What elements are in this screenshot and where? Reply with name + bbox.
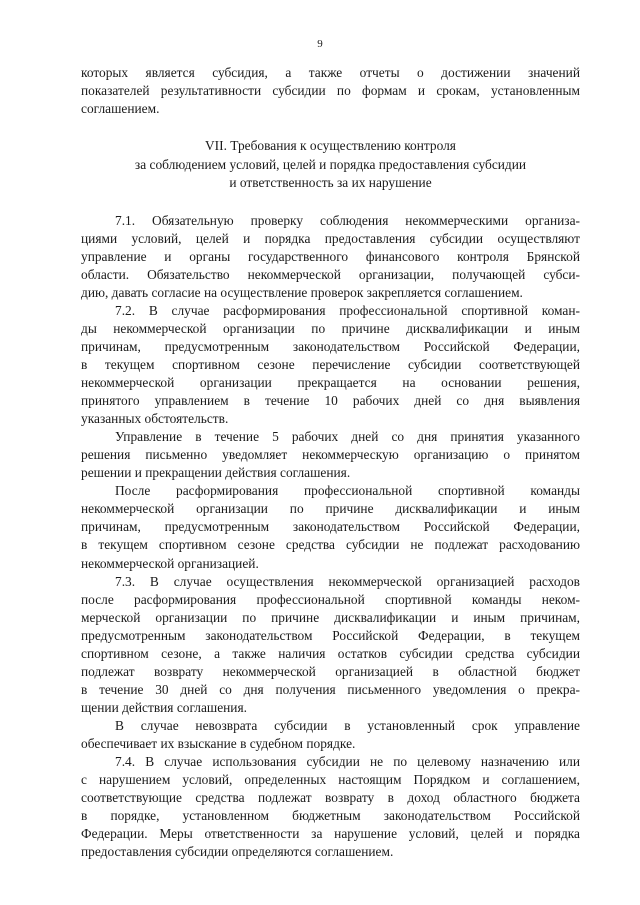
paragraph-7-4 — [81, 753, 580, 861]
text-line: спортивном сезоне, а также наличия остатков субсидии средства субсидии — [81, 645, 580, 661]
paragraph-7-2 — [81, 302, 580, 428]
text-line: причинам, предусмотренным законодательством Российской Федерации, — [81, 338, 580, 354]
intro-paragraph — [81, 64, 580, 118]
text-line: некоммерческой организацией. — [81, 555, 259, 571]
paragraph-list — [81, 212, 580, 862]
text-line: После расформирования профессиональной спортивной команды — [115, 483, 580, 499]
text-line: в порядке, установленном бюджетным законодательством Российской — [81, 808, 580, 824]
text-line: некоммерческой организации по причине дисквалификации и иным — [81, 501, 580, 517]
text-line: 7.1. Обязательную проверку соблюдения некоммерческими организа- — [115, 212, 580, 228]
text-line: Федерации. Меры ответственности за нарушение условий, целей и порядка — [81, 826, 580, 842]
text-line: 7.2. В случае расформирования профессиональной спортивной коман- — [115, 302, 580, 318]
text-line: принятого управлением в течение 10 рабочих дней со дня выявления — [81, 393, 580, 409]
text-line: ды некоммерческой организации по причине дисквалификации и иным — [81, 320, 580, 336]
text-line: обеспечивает их взыскание в судебном порядке. — [81, 736, 356, 751]
text-line: предусмотренным законодательством Российской Федерации, в текущем — [81, 627, 580, 643]
paragraph-7-1 — [81, 212, 580, 302]
paragraph-7-3 — [81, 573, 580, 717]
text-line: в текущем спортивном сезоне средства субсидии не подлежат расходованию — [81, 537, 580, 553]
text-line: соглашением. — [81, 101, 160, 117]
paragraph-7-3-b — [81, 717, 580, 753]
text-line: показателей результативности субсидии по формам и срокам, установленным — [81, 83, 580, 99]
paragraph-7-2-b — [81, 428, 580, 482]
paragraph-7-2-c — [81, 482, 580, 572]
text-line: указанных обстоятельств. — [81, 411, 229, 427]
text-line: В случае невозврата субсидии в установленный срок управление — [115, 717, 580, 733]
text-line: в текущем спортивном сезоне перечисление субсидии соответствующей — [81, 357, 580, 373]
text-line: с нарушением условий, определенных настоящим Порядком и соглашением, — [81, 772, 580, 788]
text-line: которых является субсидия, а также отчеты о достижении значений — [81, 65, 580, 80]
text-line: области. Обязательство некоммерческой организации, получающей субси- — [81, 266, 580, 282]
page-number: 9 — [317, 38, 323, 50]
text-line: причинам, предусмотренным законодательством Российской Федерации, — [81, 519, 580, 535]
text-line: решении и прекращении действия соглашения. — [81, 465, 351, 481]
text-line: предоставления субсидии определяются соглашением. — [81, 844, 394, 860]
heading-line: за соблюдением условий, целей и порядка предоставления субсидии — [134, 156, 527, 172]
heading-line: и ответственность за их нарушение — [229, 175, 432, 191]
text-line: дию, давать согласие на осуществление проверок закрепляется соглашением. — [81, 284, 523, 300]
heading-line: VII. Требования к осуществлению контроля — [205, 138, 456, 154]
text-line: щении действия соглашения. — [81, 699, 247, 715]
text-line: Управление в течение 5 рабочих дней со дня принятия указанного — [115, 429, 580, 445]
text-line: циями условий, целей и порядка предоставления субсидии осуществляют — [81, 230, 580, 246]
section-heading — [81, 137, 580, 193]
text-line: соответствующие средства подлежат возврату в доход областного бюджета — [81, 790, 580, 806]
document-body — [81, 64, 580, 861]
text-line: после расформирования профессиональной спортивной команды неком- — [81, 591, 580, 607]
text-line: 7.4. В случае использования субсидии не по целевому назначению или — [115, 754, 580, 770]
text-line: некоммерческой организации прекращается на основании решения, — [81, 375, 580, 391]
text-line: в течение 30 дней со дня получения письменного уведомления о прекра- — [81, 681, 580, 697]
text-line: решения письменно уведомляет некоммерческую организацию о принятом — [81, 447, 580, 463]
text-line: мерческой организации по причине дисквалификации и иным причинам, — [81, 609, 580, 625]
text-line: подлежат возврату некоммерческой организацией в областной бюджет — [81, 663, 580, 679]
text-line: 7.3. В случае осуществления некоммерческой организацией расходов — [115, 573, 580, 589]
text-line: управление и органы государственного финансового контроля Брянской — [81, 248, 580, 264]
